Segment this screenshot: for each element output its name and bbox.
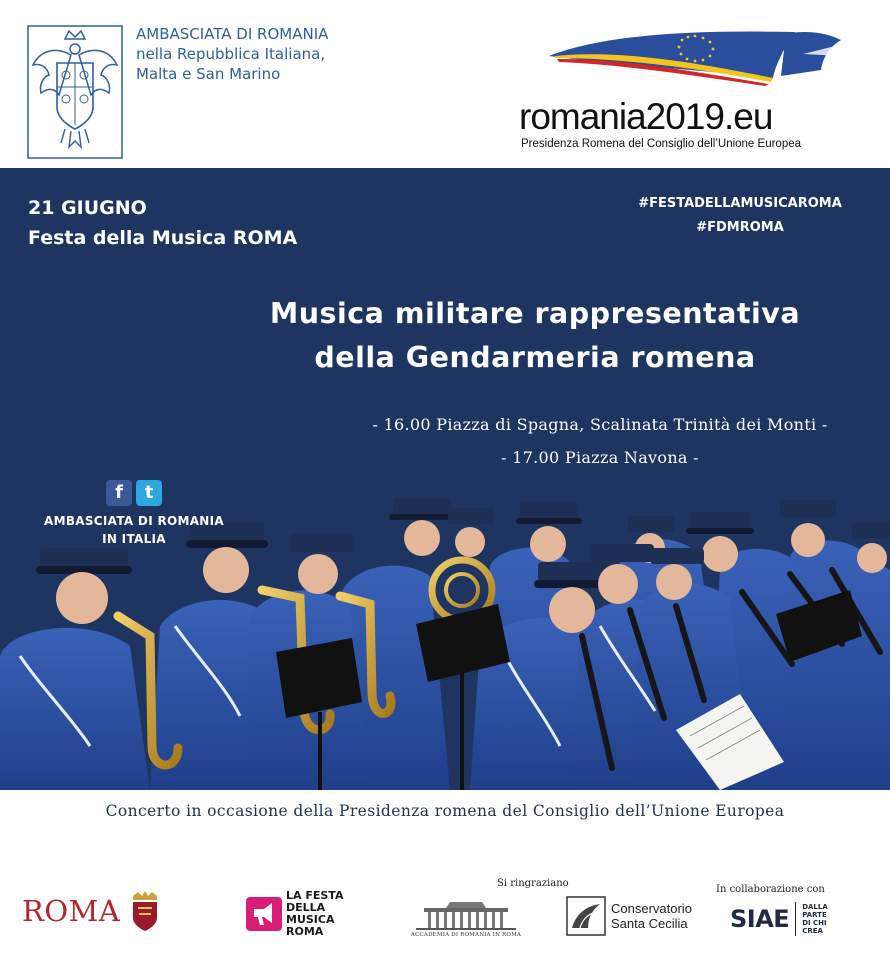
siae-logo	[730, 902, 832, 936]
embassy-line: Malta e San Marino	[136, 65, 281, 83]
event-date-block	[28, 193, 297, 253]
collaboration-label: In collaborazione con	[716, 884, 825, 895]
festa-della-musica-text	[286, 890, 366, 938]
concert-title-line: della Gendarmeria romena	[314, 341, 756, 374]
conservatorio-emblem-icon	[566, 896, 606, 936]
concert-title-line: Musica militare rappresentativa	[269, 297, 801, 330]
roma-wordmark: ROMA	[22, 894, 121, 928]
schedule-item: - 17.00 Piazza Navona -	[501, 448, 699, 467]
concert-title	[200, 292, 870, 380]
siae-divider	[795, 902, 796, 936]
social-label	[36, 512, 232, 548]
festa-line: MUSICA ROMA	[286, 913, 335, 938]
siae-tag-line: CREA	[802, 927, 823, 935]
festa-line: LA FESTA DELLA	[286, 889, 344, 914]
schedule	[330, 408, 870, 474]
siae-tag-line: DALLA	[802, 903, 828, 911]
event-panel	[0, 168, 890, 790]
conservatorio-name	[611, 901, 692, 931]
social-block	[36, 480, 232, 548]
embassy-name	[136, 24, 328, 84]
conservatorio-logo	[566, 896, 692, 936]
siae-tag-line: PARTE	[802, 911, 827, 919]
embassy-line: nella Repubblica Italiana,	[136, 45, 326, 63]
hashtag[interactable]: #FDMROMA	[696, 220, 784, 235]
roma-shield-icon	[130, 890, 160, 932]
twitter-icon[interactable]: t	[136, 480, 162, 506]
roma-logo	[22, 886, 160, 936]
embassy-line: AMBASCIATA DI ROMANIA	[136, 25, 329, 43]
thanks-label: Si ringraziano	[497, 878, 569, 889]
festival-name: Festa della Musica ROMA	[28, 227, 298, 249]
festa-della-musica-logo	[246, 890, 366, 938]
presidency-flag-logo	[545, 26, 845, 86]
megaphone-icon	[246, 897, 282, 931]
social-label-line: IN ITALIA	[102, 532, 166, 546]
social-label-line: AMBASCIATA DI ROMANIA	[43, 514, 225, 528]
hashtags	[620, 192, 860, 240]
schedule-item: - 16.00 Piazza di Spagna, Scalinata Trinità dei Monti -	[372, 415, 828, 434]
header	[0, 0, 890, 168]
hashtag[interactable]: #FESTADELLAMUSICAROMA	[638, 196, 842, 211]
social-icons	[36, 480, 232, 506]
facebook-icon[interactable]: f	[106, 480, 132, 506]
event-date: 21 GIUGNO	[28, 197, 147, 219]
presidency-site-name: romania2019.eu	[519, 96, 773, 137]
siae-tag-line: DI CHI	[802, 919, 827, 927]
siae-wordmark: SIAE	[730, 905, 790, 933]
concert-caption: Concerto in occasione della Presidenza romena del Consiglio dell’Unione Europea	[105, 802, 785, 820]
presidency-subtitle: Presidenza Romena del Consiglio dell’Unione Europea	[521, 138, 802, 150]
conservatorio-line: Conservatorio	[611, 901, 692, 916]
conservatorio-line: Santa Cecilia	[611, 916, 688, 931]
romania-coat-of-arms-icon	[27, 25, 123, 159]
siae-tagline	[802, 903, 832, 935]
accademia-caption: ACCADEMIA DI ROMANIA IN ROMA	[410, 932, 522, 938]
